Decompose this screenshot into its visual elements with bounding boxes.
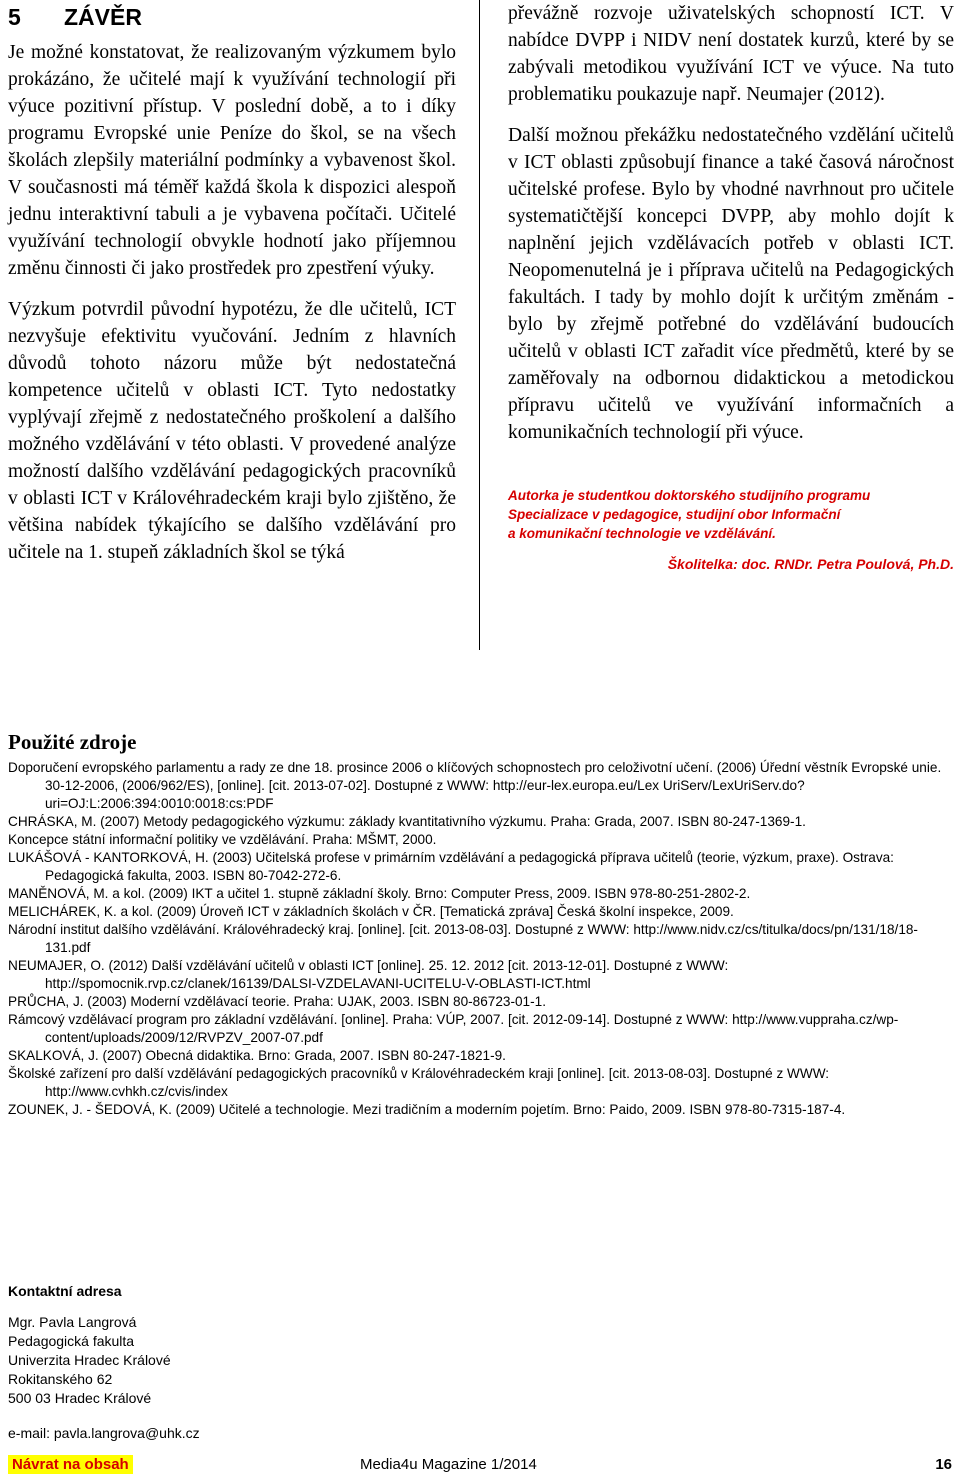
contact-line: Pedagogická fakulta: [8, 1333, 135, 1349]
author-note-line: Specializace v pedagogice, studijní obor Informační: [508, 507, 841, 522]
section-title: ZÁVĚR: [64, 4, 142, 30]
paragraph: Výzkum potvrdil původní hypotézu, že dle učitelů, ICT nezvyšuje efektivitu vyučování. Jedním z hlavních důvodů tohoto názoru může být nedostatečná kompetence učitelů v oblasti ICT. Tyto nedostatky vyplývají zřejmě z nedostatečného proškolení a dalšího možného vzdělávání v této oblasti. V provedené analýze možností dalšího vzdělávání pedagogických pracovníků v oblasti ICT v Královéhradeckém kraji bylo zjištěno, že většina nabídek týkajícího se dalšího vzdělávání pro učitele na 1. stupeň základních škol se týká: [8, 299, 456, 563]
reference-item: Koncepce státní informační politiky ve vzdělávání. Praha: MŠMT, 2000.: [8, 832, 437, 847]
reference-item: SKALKOVÁ, J. (2007) Obecná didaktika. Brno: Grada, 2007. ISBN 80-247-1821-9.: [8, 1048, 506, 1063]
reference-item: LUKÁŠOVÁ - KANTORKOVÁ, H. (2003) Učitelská profese v primárním vzdělávání a pedagogická příprava učitelů (teorie, výzkum, praxe). Ostrava: Pedagogická fakulta, 2003. ISBN 80-7042-272-6.: [8, 850, 894, 883]
supervisor: Školitelka: doc. RNDr. Petra Poulová, Ph.D.: [667, 556, 954, 572]
paragraph: převážně rozvoje uživatelských schopností ICT. V nabídce DVPP i NIDV není dostatek kurzů, které by se zabývali metodikou využívání ICT ve výuce. Na tuto problematiku poukazuje např. Neumajer (2012).: [508, 3, 954, 105]
author-note: [508, 486, 954, 574]
reference-item: Rámcový vzdělávací program pro základní vzdělávání. [online]. Praha: VÚP, 2007. [cit. 2012-09-14]. Dostupné z WWW: http://www.vuppraha.cz/wp-content/uploads/2009/12/RVPZV_2007-07.pdf: [8, 1012, 899, 1045]
magazine-issue: Media4u Magazine 1/2014: [360, 1456, 537, 1473]
reference-item: MANĚNOVÁ, M. a kol. (2009) IKT a učitel 1. stupně základní školy. Brno: Computer Press, 2009. ISBN 978-80-251-2802-2.: [8, 886, 751, 901]
reference-item: Školské zařízení pro další vzdělávání pedagogických pracovníků v Královéhradeckém kraji [online]. [cit. 2013-08-03]. Dostupné z WWW: http://www.cvhkh.cz/cvis/index: [8, 1066, 830, 1099]
section-heading: [8, 4, 456, 31]
author-note-line: Autorka je studentkou doktorského studijního programu: [508, 488, 871, 503]
page-footer: [0, 1455, 960, 1477]
column-divider: [479, 0, 480, 650]
references-title: Použité zdroje: [8, 730, 137, 754]
contact-line: Mgr. Pavla Langrová: [8, 1314, 137, 1330]
reference-item: MELICHÁREK, K. a kol. (2009) Úroveň ICT v základních školách v ČR. [Tematická zpráva] Česká školní inspekce, 2009.: [8, 904, 734, 919]
left-column: [8, 0, 456, 580]
paragraph: Další možnou překážku nedostatečného vzdělání učitelů v ICT oblasti způsobují finance a také časová náročnost učitelské profese. Bylo by vhodné navrhnout pro učitele systematičtější koncepci DVPP, aby mohlo dojít k naplnění jejich vzdělávacích potřeb v oblasti ICT. Neopomenutelná je i příprava učitelů na Pedagogických fakultách. I tady by mohlo dojít k určitým změnám - bylo by zřejmě potřebné do vzdělávání budoucích učitelů v oblasti ICT zařadit více předmětů, které by se zaměřovaly na odbornou didaktickou a metodickou přípravu učitelů ve využívání informačních a komunikačních technologií při výuce.: [508, 125, 954, 443]
reference-item: PRŮCHA, J. (2003) Moderní vzdělávací teorie. Praha: UJAK, 2003. ISBN 80-86723-01-1.: [8, 994, 546, 1009]
right-column: [508, 0, 954, 574]
paragraph: Je možné konstatovat, že realizovaným výzkumem bylo prokázáno, že učitelé mají k využívání technologií při výuce pozitivní přístup. V poslední době, a to i díky programu Evropské unie Peníze do škol, se na všech školách zlepšily materiální podmínky a vybavenost škol. V současnosti má téměř každá škola k dispozici alespoň jednu interaktivní tabuli a je vybavena počítači. Učitelé využívání technologií obvykle hodnotí jako příjemnou změnu činnosti či jako prostředek pro zpestření výuky.: [8, 42, 456, 279]
contact-title: Kontaktní adresa: [8, 1283, 122, 1299]
page-number: 16: [935, 1456, 952, 1473]
reference-item: Doporučení evropského parlamentu a rady ze dne 18. prosince 2006 o klíčových schopnostech pro celoživotní učení. (2006) Úřední věstník Evropské unie. 30-12-2006, (2006/962/ES), [online]. [cit. 2013-07-02]. Dostupné z WWW: http://eur-lex.europa.eu/Lex UriServ/LexUriServ.do?uri=OJ:L:2006:394:0010:0018:cs:PDF: [8, 760, 942, 811]
contact-line: Univerzita Hradec Králové: [8, 1352, 171, 1368]
reference-item: NEUMAJER, O. (2012) Další vzdělávání učitelů v oblasti ICT [online]. 25. 12. 2012 [cit. 2013-12-01]. Dostupné z WWW: http://spomocnik.rvp.cz/clanek/16139/DALSI-VZDELAVANI-UCITELU-V-OBLASTI-ICT.html: [8, 958, 729, 991]
contact-line: Rokitanského 62: [8, 1371, 113, 1387]
section-number: 5: [8, 4, 21, 30]
back-to-contents-link[interactable]: Návrat na obsah: [8, 1455, 133, 1474]
reference-item: CHRÁSKA, M. (2007) Metody pedagogického výzkumu: základy kvantitativního výzkumu. Praha: Grada, 2007. ISBN 80-247-1369-1.: [8, 814, 806, 829]
references-section: [8, 730, 952, 1119]
contact-email: e-mail: pavla.langrova@uhk.cz: [8, 1425, 200, 1441]
reference-item: Národní institut dalšího vzdělávání. Královéhradecký kraj. [online]. [cit. 2013-08-03]. Dostupné z WWW: http://www.nidv.cz/cs/titulka/docs/pn/131/18/18-131.pdf: [8, 922, 918, 955]
contact-line: 500 03 Hradec Králové: [8, 1390, 152, 1406]
reference-item: ZOUNEK, J. - ŠEDOVÁ, K. (2009) Učitelé a technologie. Mezi tradičním a moderním pojetím. Brno: Paido, 2009. ISBN 978-80-7315-187-4.: [8, 1102, 846, 1117]
contact-block: [8, 1282, 200, 1443]
author-note-line: a komunikační technologie ve vzdělávání.: [508, 526, 776, 541]
